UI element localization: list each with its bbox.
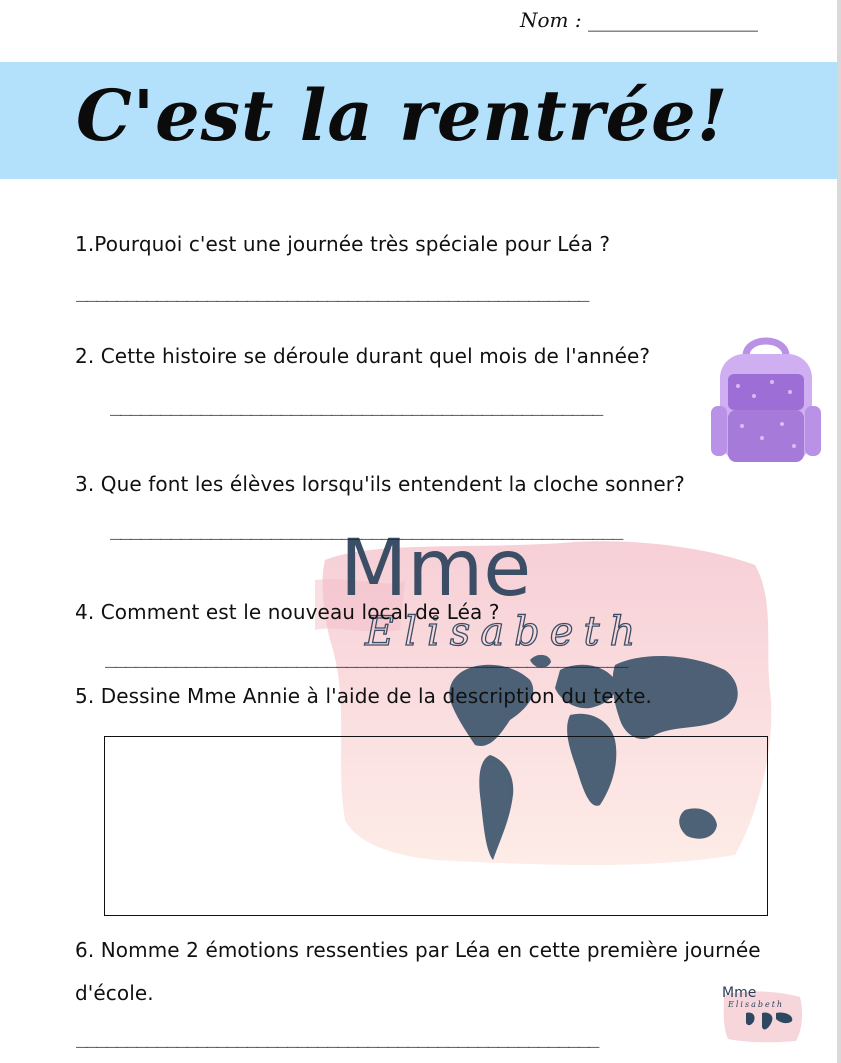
question-5: 5. Dessine Mme Annie à l'aide de la description du texte.: [75, 684, 653, 708]
backpack-illustration: [706, 326, 826, 468]
question-4: 4. Comment est le nouveau local de Léa ?: [75, 600, 500, 624]
small-logo: [718, 983, 806, 1045]
question-3: 3. Que font les élèves lorsqu'ils entendent la cloche sonner?: [75, 472, 685, 496]
answer-line-1[interactable]: ___________________________________________________: [76, 280, 588, 302]
answer-line-4[interactable]: ____________________________________________________: [105, 646, 628, 668]
question-6-continued: d'école.: [75, 981, 154, 1005]
svg-text:Elisabeth: Elisabeth: [728, 1000, 785, 1009]
svg-text:Mme: Mme: [340, 524, 532, 614]
name-field-label: Nom : _________________: [520, 8, 758, 32]
answer-line-6[interactable]: ____________________________________________________: [76, 1026, 599, 1048]
answer-line-3[interactable]: ___________________________________________________: [110, 518, 622, 540]
svg-text:Elisabeth: Elisabeth: [365, 609, 646, 655]
question-2: 2. Cette histoire se déroule durant quel mois de l'année?: [75, 344, 651, 368]
page-title: C'est la rentrée!: [76, 74, 729, 157]
answer-line-2[interactable]: _________________________________________________: [110, 394, 602, 416]
drawing-box[interactable]: [104, 736, 768, 916]
svg-text:Mme: Mme: [722, 985, 757, 1001]
question-6: 6. Nomme 2 émotions ressenties par Léa en cette première journée: [75, 938, 761, 962]
question-1: 1.Pourquoi c'est une journée très spéciale pour Léa ?: [75, 232, 611, 256]
